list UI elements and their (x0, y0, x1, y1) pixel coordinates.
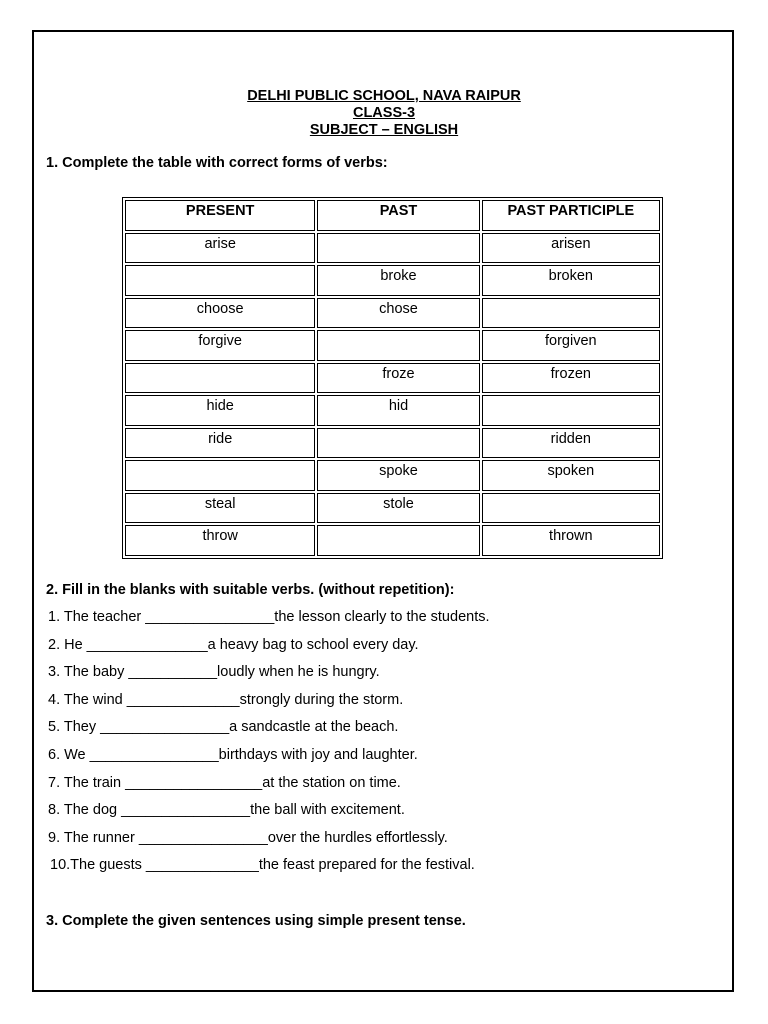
cell-present: ride (125, 428, 315, 459)
fill-blank-sentence: 5. They ________________a sandcastle at the beach. (48, 719, 399, 736)
cell-present: steal (125, 493, 315, 524)
cell-present: forgive (125, 330, 315, 361)
table-row (125, 460, 660, 491)
fill-blank-sentence: 10.The guests ______________the feast prepared for the festival. (50, 857, 475, 874)
table-row (125, 493, 660, 524)
table-row (125, 298, 660, 329)
fill-blank-sentence: 8. The dog ________________the ball with excitement. (48, 802, 405, 819)
subject-label: SUBJECT – ENGLISH (309, 122, 459, 138)
cell-present: choose (125, 298, 315, 329)
cell-past: stole (317, 493, 479, 524)
fill-blank-sentence: 4. The wind ______________strongly during the storm. (48, 691, 404, 708)
class-label: CLASS-3 (352, 105, 416, 121)
cell-past-participle: frozen (482, 363, 660, 394)
table-row (125, 330, 660, 361)
cell-past (317, 428, 479, 459)
table-header-row (125, 200, 660, 231)
column-header-past: PAST (317, 200, 479, 231)
cell-past: spoke (317, 460, 479, 491)
cell-past (317, 330, 479, 361)
cell-past (317, 525, 479, 556)
cell-past-participle: ridden (482, 428, 660, 459)
cell-present: hide (125, 395, 315, 426)
cell-present (125, 265, 315, 296)
cell-past: froze (317, 363, 479, 394)
column-header-past-participle: PAST PARTICIPLE (482, 200, 660, 231)
cell-past-participle (482, 493, 660, 524)
column-header-present: PRESENT (125, 200, 315, 231)
question-1-title: 1. Complete the table with correct forms of verbs: (46, 155, 388, 171)
cell-past-participle: spoken (482, 460, 660, 491)
cell-present (125, 363, 315, 394)
cell-past: broke (317, 265, 479, 296)
cell-past-participle: thrown (482, 525, 660, 556)
fill-blank-sentence: 6. We ________________birthdays with joy and laughter. (48, 747, 418, 763)
question-3-title: 3. Complete the given sentences using simple present tense. (46, 913, 466, 929)
fill-blank-sentence: 9. The runner ________________over the hurdles effortlessly. (48, 829, 448, 846)
table-row (125, 428, 660, 459)
verb-forms-table (122, 197, 663, 559)
table-row (125, 233, 660, 264)
fill-blank-sentence: 7. The train _________________at the station on time. (48, 774, 401, 791)
table-row (125, 363, 660, 394)
cell-present: arise (125, 233, 315, 264)
school-name: DELHI PUBLIC SCHOOL, NAVA RAIPUR (247, 88, 521, 104)
cell-past-participle: arisen (482, 233, 660, 264)
cell-past-participle: broken (482, 265, 660, 296)
cell-past: hid (317, 395, 479, 426)
table-row (125, 525, 660, 556)
cell-past (317, 233, 479, 264)
cell-present: throw (125, 525, 315, 556)
cell-present (125, 460, 315, 491)
cell-past-participle (482, 298, 660, 329)
cell-past-participle: forgiven (482, 330, 660, 361)
fill-blank-sentence: 2. He _______________a heavy bag to school every day. (48, 636, 419, 653)
table-row (125, 395, 660, 426)
fill-blank-sentence: 3. The baby ___________loudly when he is hungry. (48, 664, 380, 681)
question-2-title: 2. Fill in the blanks with suitable verbs. (without repetition): (46, 582, 455, 598)
cell-past: chose (317, 298, 479, 329)
fill-blank-sentence: 1. The teacher ________________the lesson clearly to the students. (48, 609, 490, 625)
cell-past-participle (482, 395, 660, 426)
table-row (125, 265, 660, 296)
